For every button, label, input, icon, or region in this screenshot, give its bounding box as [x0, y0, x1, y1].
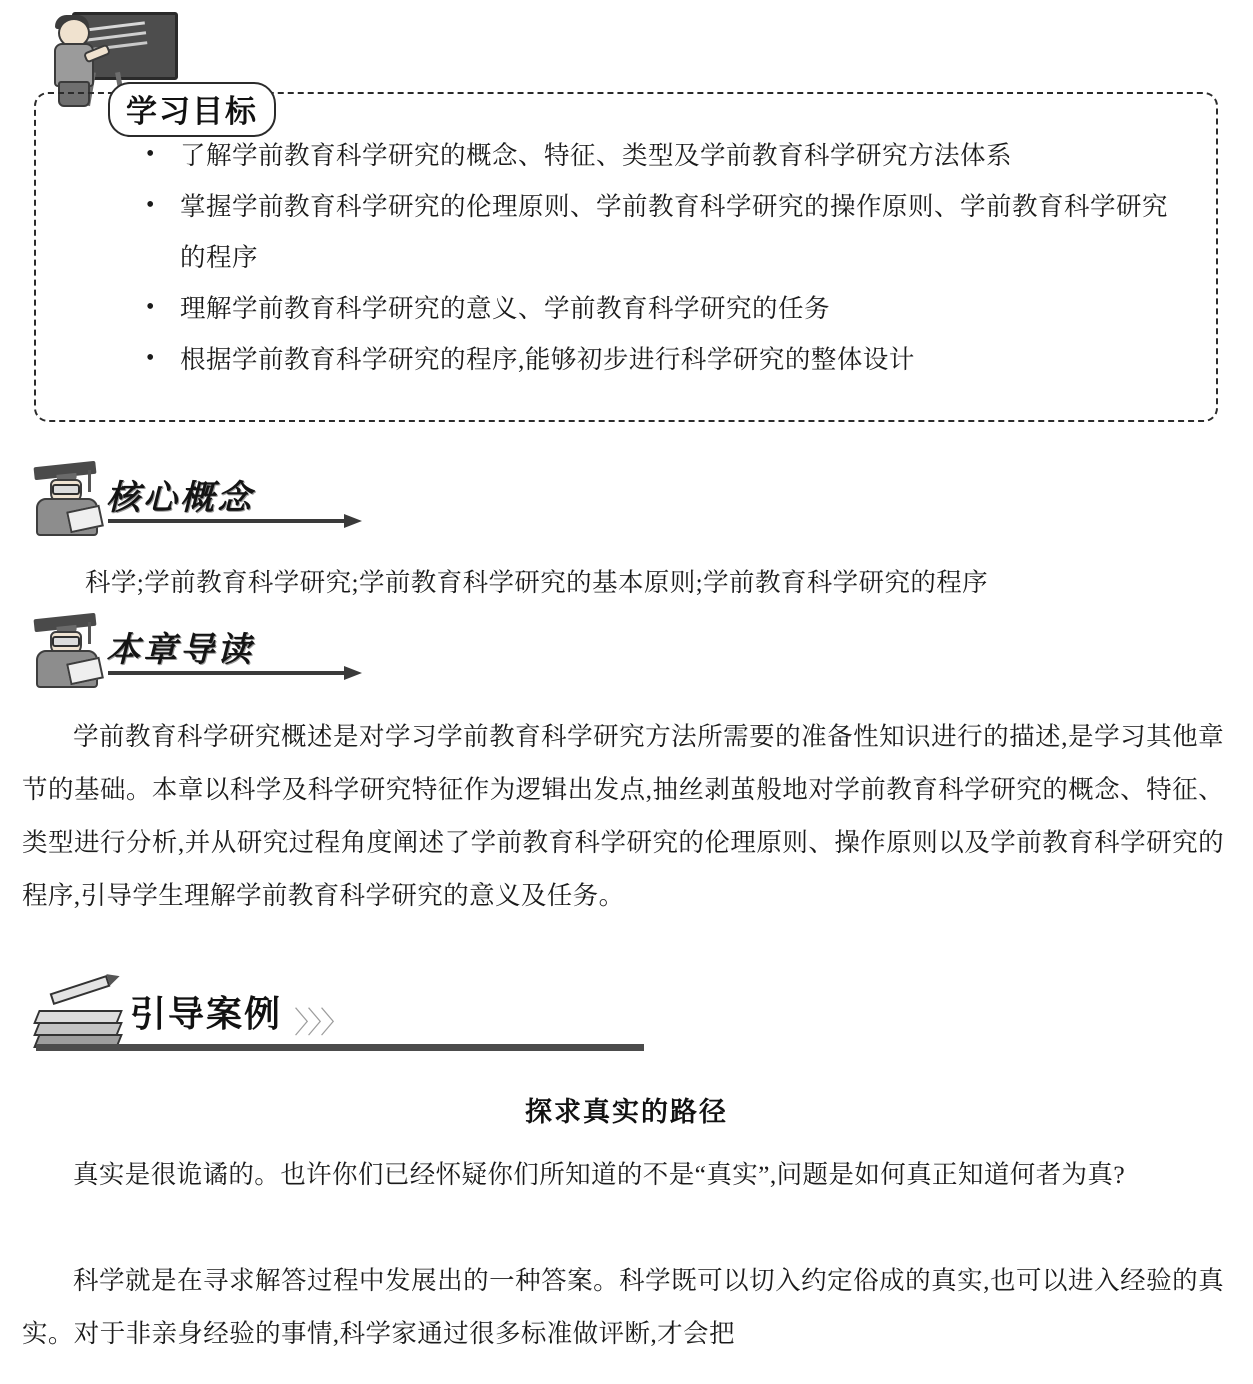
- list-item: • 掌握学前教育科学研究的伦理原则、学前教育科学研究的操作原则、学前教育科学研究的程序: [128, 181, 1176, 283]
- objectives-list: [128, 130, 1176, 385]
- case-subtitle: 探求真实的路径: [525, 1097, 728, 1128]
- core-concepts-heading: [28, 462, 448, 534]
- case-section-divider: [36, 1044, 644, 1051]
- list-item: • 了解学前教育科学研究的概念、特征、类型及学前教育科学研究方法体系: [128, 130, 1176, 181]
- case-section-heading: [26, 980, 636, 1060]
- objectives-title: 学习目标: [108, 82, 276, 137]
- list-item: • 理解学前教育科学研究的意义、学前教育科学研究的任务: [128, 283, 1176, 334]
- heading-arrow-icon: [108, 516, 368, 526]
- graduate-glasses: [52, 636, 80, 647]
- chapter-guide-title: 本章导读: [106, 630, 254, 670]
- pencil-icon: [50, 975, 111, 1005]
- chapter-guide-paragraph: 学前教育科学研究概述是对学习学前教育科学研究方法所需要的准备性知识进行的描述,是学习其他章节的基础。本章以科学及科学研究特征作为逻辑出发点,抽丝剥茧般地对学前教育科学研究的概念、特征、类型进行分析,并从研究过程角度阐述了学前教育科学研究的伦理原则、操作原则以及学前教育科学研究的程序,引导学生理解学前教育科学研究的意义及任务。: [22, 722, 1224, 910]
- books-pencil-icon: [34, 984, 120, 1046]
- core-concepts-text: 科学;学前教育科学研究;学前教育科学研究的基本原则;学前教育科学研究的程序: [85, 568, 989, 597]
- objectives-box: [34, 92, 1218, 422]
- case-section-title: 引导案例: [130, 994, 283, 1035]
- graduate-tassel: [88, 622, 91, 644]
- heading-arrow-icon: [108, 668, 368, 678]
- case-paragraph-2: 科学就是在寻求解答过程中发展出的一种答案。科学既可以切入约定俗成的真实,也可以进入经验的真实。对于非亲身经验的事情,科学家通过很多标准做评断,才会把: [22, 1266, 1224, 1348]
- chevron-right-icon: 〉〉〉: [294, 1006, 348, 1041]
- graduate-tassel: [88, 470, 91, 492]
- list-item: • 根据学前教育科学研究的程序,能够初步进行科学研究的整体设计: [128, 334, 1176, 385]
- graduate-glasses: [52, 484, 80, 495]
- case-paragraph-1: 真实是很诡谲的。也许你们已经怀疑你们所知道的不是“真实”,问题是如何真正知道何者为真?: [73, 1160, 1126, 1189]
- graduate-icon: [28, 462, 102, 534]
- graduate-icon: [28, 614, 102, 686]
- core-concepts-title: 核心概念: [106, 478, 254, 518]
- chapter-guide-heading: [28, 614, 448, 686]
